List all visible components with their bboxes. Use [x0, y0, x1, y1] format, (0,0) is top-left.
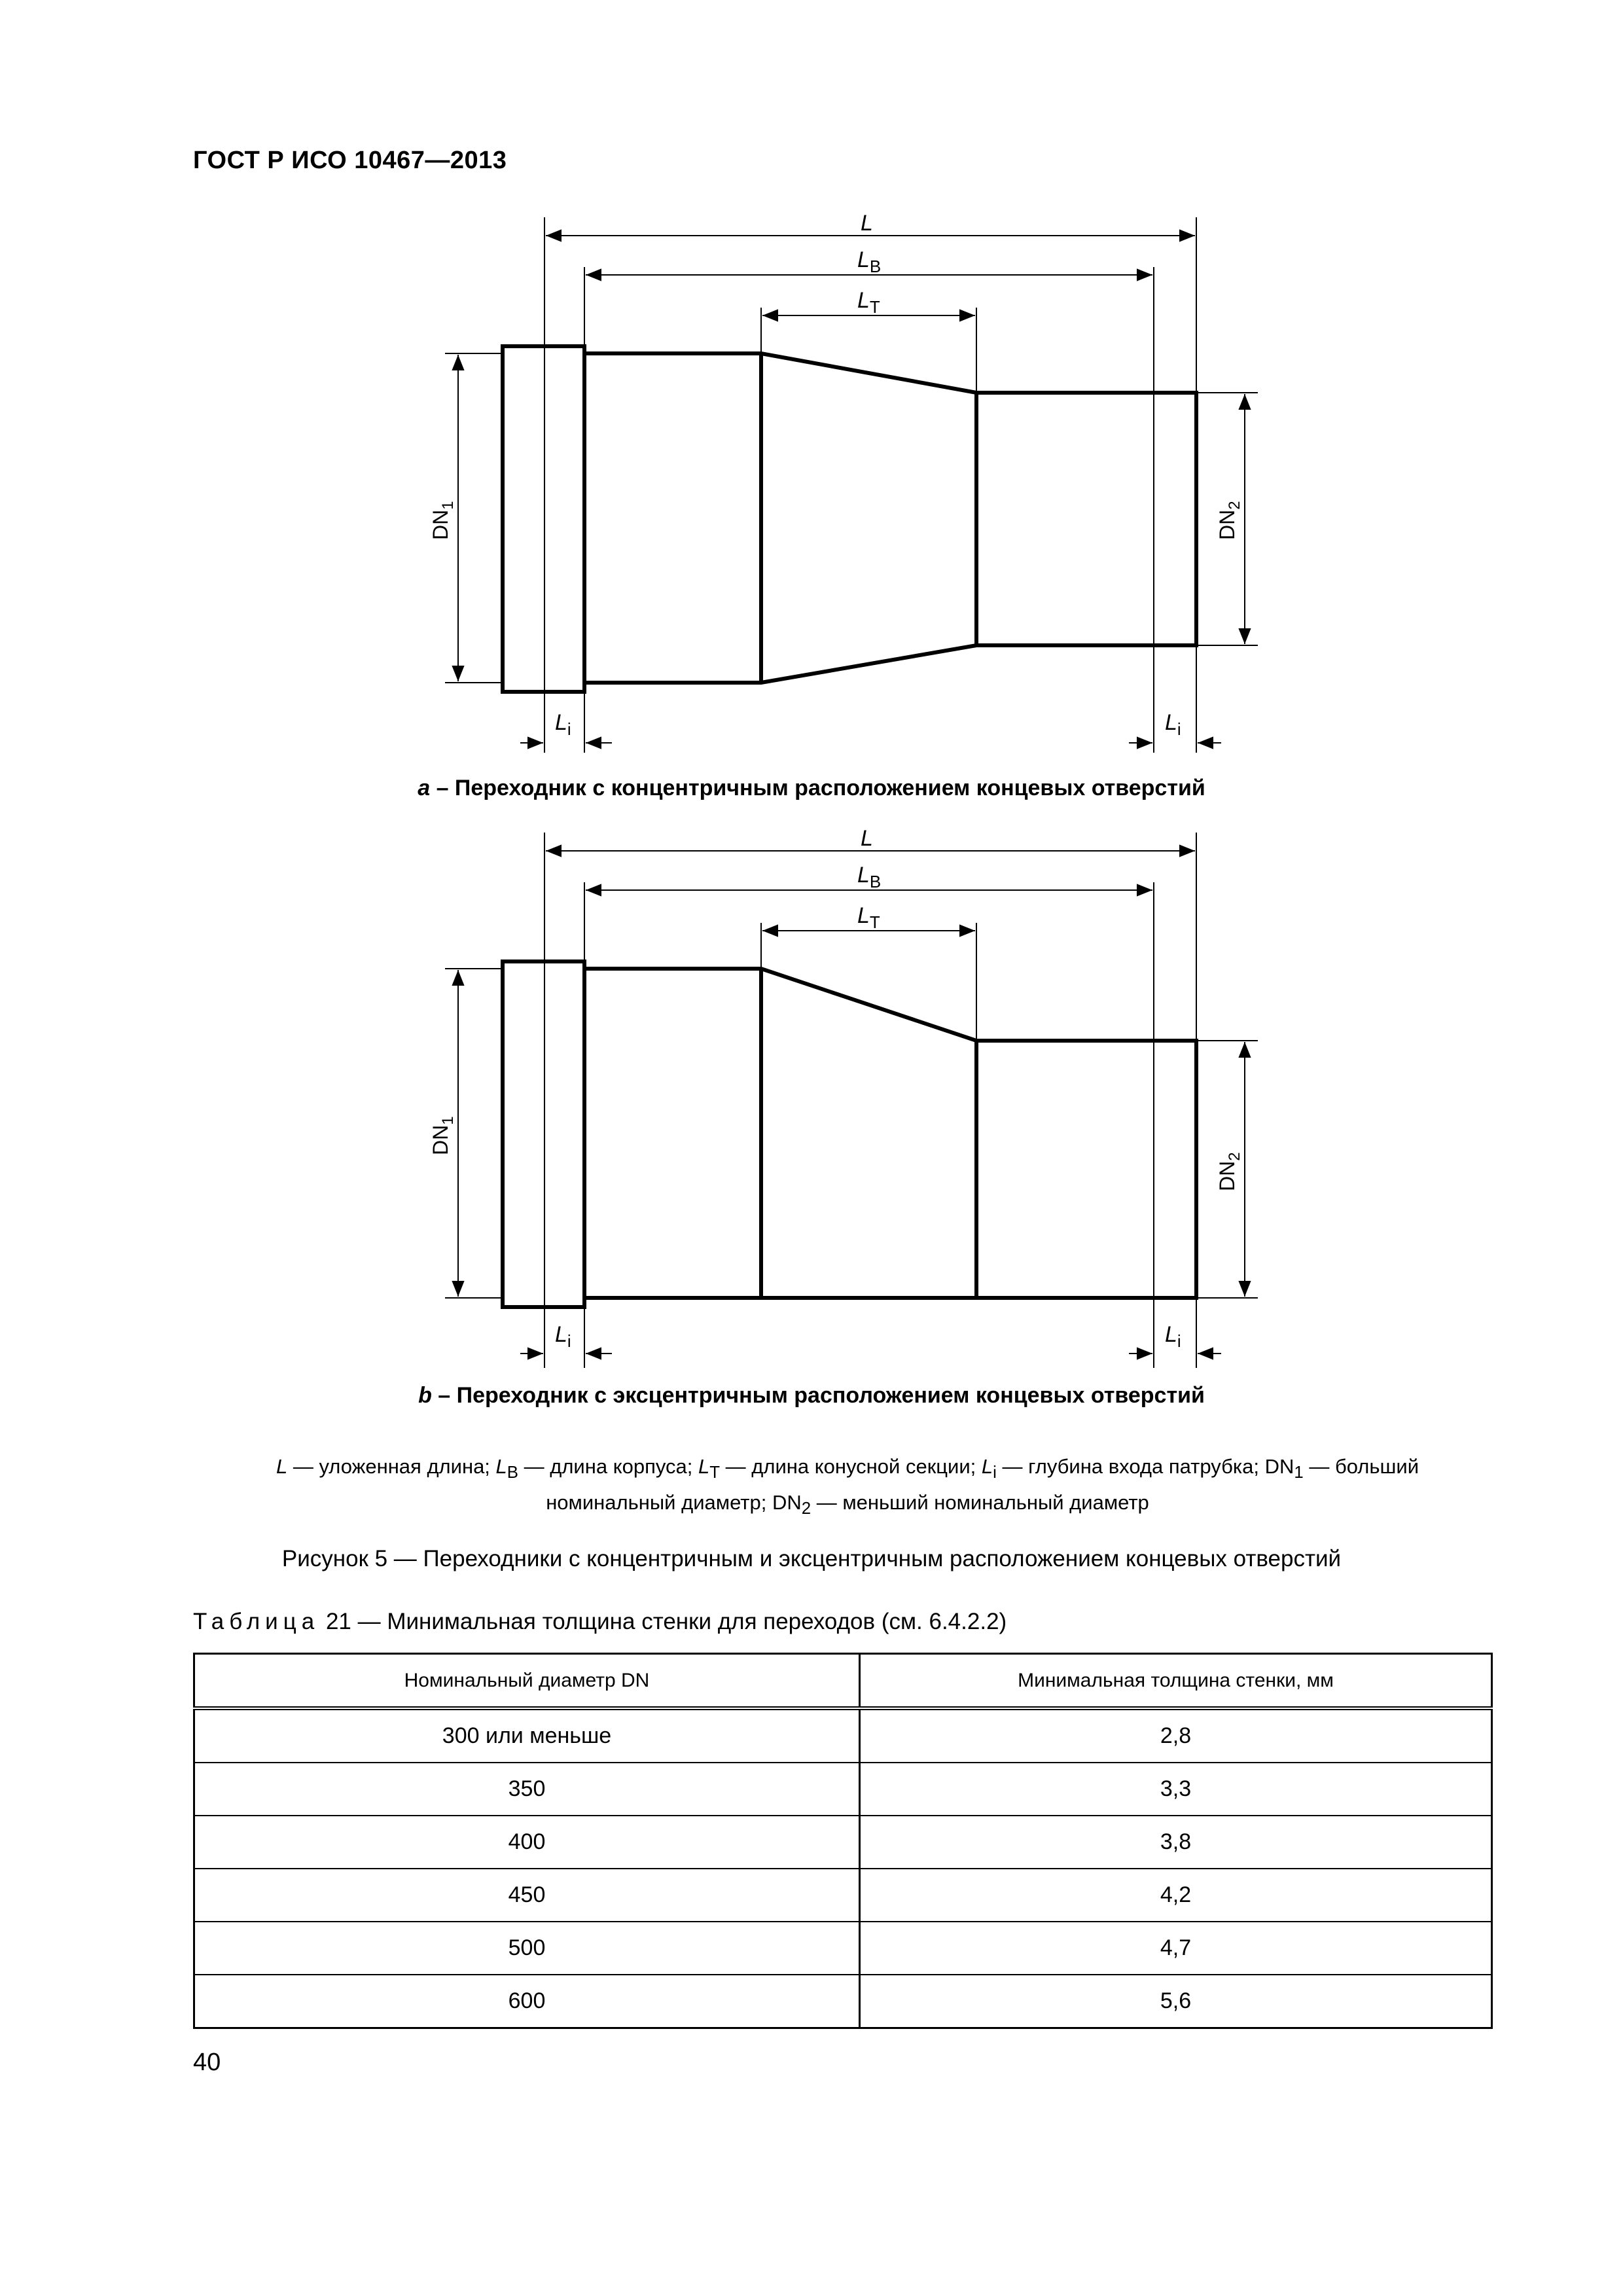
- header-min-wall-thickness: Минимальная толщина стенки, мм: [860, 1654, 1492, 1709]
- dim-DN1-label: $DN_1$: [429, 501, 457, 540]
- header-nominal-diameter: Номинальный диаметр DN: [194, 1654, 860, 1709]
- figure-a-drawing: [0, 209, 1623, 798]
- dim-DN2-label-b: $DN_2$: [1215, 1152, 1243, 1191]
- dim-Li-left-label: $L_i$: [555, 710, 571, 739]
- dim-DN2-label: $DN_2$: [1215, 501, 1243, 540]
- figure-b-drawing: [0, 825, 1623, 1433]
- dim-Li-right-label: $L_i$: [1165, 710, 1181, 739]
- cell-thickness: 4,7: [860, 1922, 1492, 1975]
- figure-a-concentric-reducer: [0, 209, 1623, 798]
- dim-LT-label: $L_T$: [857, 288, 880, 317]
- table-caption: Таблица 21 — Минимальная толщина стенки для переходов (см. 6.4.2.2): [193, 1609, 1007, 1634]
- cell-thickness: 5,6: [860, 1975, 1492, 2028]
- table-row: [194, 1922, 1492, 1975]
- dim-Li-right-label-b: $L_i$: [1165, 1322, 1181, 1351]
- document-header: ГОСТ Р ИСО 10467—2013: [193, 147, 507, 174]
- figure-a-caption: a – Переходник с концентричным расположением концевых отверстий: [418, 776, 1205, 800]
- table-row: [194, 1763, 1492, 1816]
- cell-thickness: 2,8: [860, 1708, 1492, 1763]
- cell-dn: 600: [194, 1975, 860, 2028]
- cell-thickness: 4,2: [860, 1869, 1492, 1922]
- dim-LT-label-b: $L_T$: [857, 903, 880, 932]
- cell-thickness: 3,3: [860, 1763, 1492, 1816]
- figure-title: Рисунок 5 — Переходники с концентричным и эксцентричным расположением концевых отверстий: [281, 1546, 1342, 1571]
- page-number: 40: [193, 2049, 221, 2076]
- dim-Li-left-label-b: $L_i$: [555, 1322, 571, 1351]
- dim-LB-label: $L_B$: [857, 247, 882, 276]
- figure-b-eccentric-reducer: [0, 825, 1623, 1433]
- table-row: [194, 1869, 1492, 1922]
- figure-b-caption: b – Переходник с эксцентричным расположением концевых отверстий: [418, 1383, 1205, 1408]
- cell-dn: 350: [194, 1763, 860, 1816]
- cell-dn: 300 или меньше: [194, 1708, 860, 1763]
- cell-dn: 450: [194, 1869, 860, 1922]
- cell-dn: 500: [194, 1922, 860, 1975]
- dim-DN1-label-b: $DN_1$: [429, 1116, 457, 1155]
- cell-dn: 400: [194, 1816, 860, 1869]
- figure-legend: L — уложенная длина; $L_B$ — длина корпуса; $L_T$ — длина конусной секции; $L_i$ — глубина входа патрубка; $DN_1$ — больший номинальный диаметр; $DN_2$ — меньший номинальный диаметр: [276, 1455, 1419, 1518]
- dim-LB-label-b: $L_B$: [857, 863, 882, 891]
- cell-thickness: 3,8: [860, 1816, 1492, 1869]
- table-row: [194, 1816, 1492, 1869]
- table-header-row: [194, 1654, 1492, 1709]
- wall-thickness-table: [193, 1653, 1493, 2029]
- table-row: [194, 1708, 1492, 1763]
- dim-L-label: L: [861, 211, 873, 236]
- table-row: [194, 1975, 1492, 2028]
- dim-L-label-b: L: [861, 826, 873, 851]
